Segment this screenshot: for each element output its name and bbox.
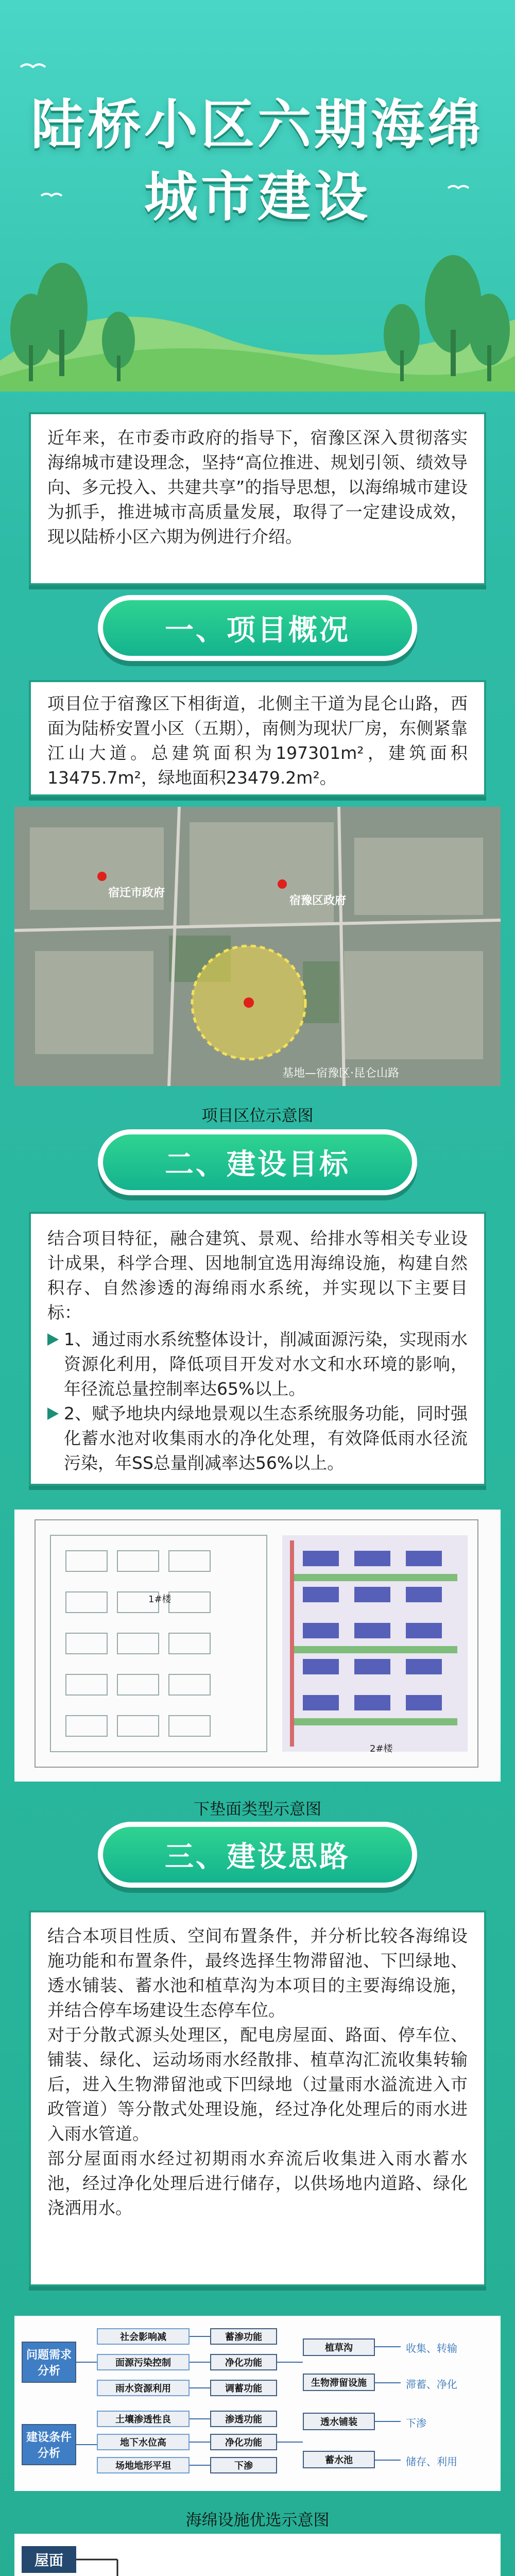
section1-header (98, 595, 417, 661)
flow1-func-3: 调蓄功能 (210, 2380, 277, 2396)
section3-p2: 对于分散式源头处理区，配电房屋面、路面、停车位、铺装、绿化、运动场雨水经散排、植草沟汇流收集转输后，进入生物滞留池或下凹绿地（过量雨水溢流进入市政管道）等分散式处理设施，经过净化处理后的雨水进入雨水管道。 (47, 2025, 468, 2144)
location-map (14, 807, 501, 1086)
goal-1: 1、通过雨水系统整体设计，削减面源污染，实现雨水资源化利用，降低项目开发对水文和水环境的影响，年径流总量控制率达65%以上。 (64, 1329, 468, 1399)
flow1-func-1: 蓄渗功能 (210, 2328, 277, 2345)
map-caption: 项目区位示意图 (201, 1107, 314, 1125)
flow1-mid-5: 地下水位高 (97, 2434, 190, 2450)
flow1-func-4: 渗透功能 (210, 2411, 277, 2427)
satellite-map-image (14, 807, 501, 1086)
section1-card (29, 680, 486, 796)
marker-district-label: 宿豫区政府 (289, 894, 347, 907)
flow1-facility-2: 生物滞留设施 (303, 2374, 375, 2391)
flow1-facility-3: 透水铺装 (303, 2413, 375, 2430)
section3-heading: 三、建设思路 (165, 1840, 350, 1874)
goal-arrow-icon (47, 1333, 59, 1346)
flow1-mid-6: 场地地形平坦 (97, 2457, 190, 2473)
flow1-mid-2: 面源污染控制 (97, 2354, 190, 2370)
section2-heading: 二、建设目标 (165, 1148, 350, 1181)
flow1-facility-4: 蓄水池 (303, 2451, 375, 2468)
flow1-group-condition: 建设条件分析 (22, 2424, 76, 2465)
section2-header (98, 1129, 417, 1195)
flow1-func-6: 下渗 (210, 2457, 277, 2473)
flow2-lines (14, 2534, 501, 2576)
facility-caption: 海绵设施优选示意图 (185, 2511, 330, 2530)
plan-label-1: 1#楼 (148, 1594, 171, 1605)
site-plan-drawing (14, 1510, 501, 1782)
intro-card (29, 412, 486, 585)
flow1-right-4: 储存、利用 (406, 2455, 457, 2468)
facility-selection-diagram (14, 2316, 501, 2491)
section2-card (29, 1212, 486, 1486)
section3-header (98, 1822, 417, 1888)
marker-gov-label: 宿迁市政府 (108, 887, 165, 900)
title-line-2: 城市建设 (144, 165, 371, 228)
plan-caption: 下垫面类型示意图 (194, 1800, 321, 1819)
flow1-mid-1: 社会影响减 (97, 2328, 190, 2345)
flow1-right-1: 收集、转输 (406, 2342, 457, 2354)
section3-p3: 部分屋面雨水经过初期雨水弃流后收集进入雨水蓄水池，经过净化处理后进行储存，以供场地内道路、绿化浇洒用水。 (47, 2148, 468, 2218)
title-line-1: 陆桥小区六期海绵 (30, 93, 484, 156)
section3-card (29, 1910, 486, 2286)
flow1-group-problem: 问题需求分析 (22, 2342, 76, 2383)
flow1-mid-4: 土壤渗透性良 (97, 2411, 190, 2427)
site-plan-figure (14, 1510, 501, 1782)
decentralized-treatment-diagram (14, 2534, 501, 2576)
flow1-mid-3: 雨水资源利用 (97, 2380, 190, 2396)
flow2-source-1: 屋面 (22, 2546, 76, 2573)
goal-2: 2、赋予地块内绿地景观以生态系统服务功能，同时强化蓄水池对收集雨水的净化处理，有效降低雨水径流污染，年SS总量削减率达56%以上。 (64, 1403, 468, 1473)
plan-label-2: 2#楼 (370, 1743, 393, 1754)
hero-banner (0, 0, 515, 392)
flow1-func-5: 净化功能 (210, 2434, 277, 2450)
section2-intro: 结合项目特征，融合建筑、景观、给排水等相关专业设计成果，科学合理、因地制宜选用海绵设施，构建自然积存、自然渗透的海绵雨水系统，并实现以下主要目标： (47, 1228, 468, 1323)
marker-site-label: 基地—宿豫区·昆仑山路 (282, 1067, 399, 1080)
intro-text: 近年来，在市委市政府的指导下，宿豫区深入贯彻落实海绵城市建设理念，坚持“高位推进、规划引领、绩效导向、多元投入、共建共享”的指导思想，以海绵城市建设为抓手，推进城市高质量发展，取得了一定建设成效，现以陆桥小区六期为例进行介绍。 (47, 428, 468, 547)
flow1-facility-1: 植草沟 (303, 2338, 375, 2356)
flow1-func-2: 净化功能 (210, 2354, 277, 2370)
section1-text: 项目位于宿豫区下相街道，北侧主干道为昆仑山路，西面为陆桥安置小区（五期），南侧为现状厂房，东侧紧靠江山大道。总建筑面积为197301m²，建筑面积13475.7m²，绿地面积23479.2m²。 (47, 693, 468, 788)
section3-p1: 结合本项目性质、空间布置条件，并分析比较各海绵设施功能和布置条件，最终选择生物滞留池、下凹绿地、透水铺装、蓄水池和植草沟为本项目的主要海绵设施，并结合停车场建设生态停车位。 (47, 1926, 468, 2020)
goal-arrow-icon (47, 1408, 59, 1420)
flow1-right-3: 下渗 (406, 2417, 426, 2429)
section1-heading: 一、项目概况 (165, 614, 350, 647)
flow1-right-2: 滞蓄、净化 (406, 2378, 457, 2391)
